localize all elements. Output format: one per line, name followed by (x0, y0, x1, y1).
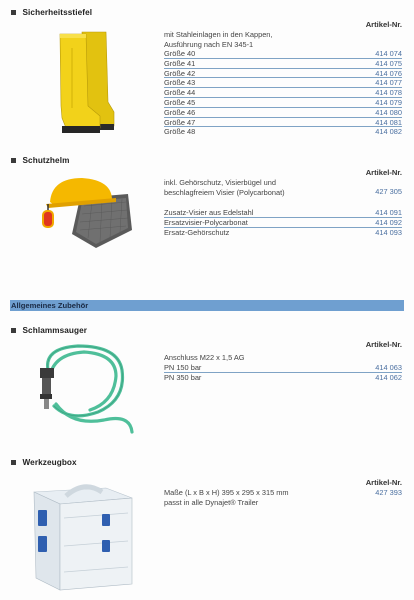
toolbox-image (14, 474, 144, 596)
helmet-main-artnr: 427 305 (375, 187, 402, 196)
section-heading-helmet (11, 156, 69, 165)
toolbox-title: Werkzeugbox (22, 458, 77, 467)
boots-title: Sicherheitsstiefel (22, 8, 93, 17)
row-label: Ersatzvisier-Polycarbonat (164, 217, 248, 227)
helmet-desc-line-2: beschlagfreiem Visier (Polycarbonat) (164, 187, 285, 197)
table-row (164, 118, 402, 128)
helmet-artnr-header: Artikel-Nr. (365, 168, 402, 177)
row-artnr: 414 075 (375, 58, 402, 68)
row-label: Größe 43 (164, 78, 196, 88)
table-row (164, 98, 402, 108)
helmet-description (164, 178, 285, 198)
table-row (164, 69, 402, 79)
table-row (164, 208, 402, 218)
section-banner (10, 300, 404, 311)
row-artnr: 414 078 (375, 88, 402, 98)
table-row (164, 373, 402, 383)
table-row (164, 228, 402, 238)
sludge-title: Schlammsauger (22, 326, 88, 335)
boots-image (50, 28, 120, 136)
row-label: Größe 41 (164, 58, 196, 68)
row-artnr: 414 093 (375, 227, 402, 237)
row-artnr: 414 062 (375, 372, 402, 382)
boots-description (164, 30, 272, 50)
row-label: Größe 40 (164, 49, 196, 58)
hose-image (14, 340, 144, 440)
row-label: PN 350 bar (164, 372, 202, 382)
toolbox-artnr-header: Artikel-Nr. (365, 478, 402, 487)
row-label: Größe 48 (164, 127, 196, 137)
row-label: Größe 44 (164, 88, 196, 98)
sludge-artnr-header: Artikel-Nr. (365, 340, 402, 349)
boots-artnr-header: Artikel-Nr. (365, 20, 402, 29)
bullet-square-icon (11, 328, 16, 333)
table-row (164, 59, 402, 69)
section-heading-boots (11, 8, 92, 17)
sludge-description (164, 353, 245, 363)
bullet-square-icon (11, 460, 16, 465)
row-artnr: 414 081 (375, 117, 402, 127)
table-row (164, 49, 402, 59)
row-label: Größe 46 (164, 107, 196, 117)
table-row (164, 78, 402, 88)
row-artnr: 414 063 (375, 363, 402, 372)
toolbox-desc-line-1: Maße (L x B x H) 395 x 295 x 315 mm (164, 488, 289, 497)
row-label: Größe 42 (164, 68, 196, 78)
table-row (164, 127, 402, 137)
row-artnr: 414 077 (375, 78, 402, 88)
row-artnr: 414 076 (375, 68, 402, 78)
boots-desc-line-2: Ausführung nach EN 345-1 (164, 39, 254, 49)
table-row (164, 88, 402, 98)
row-label: Größe 47 (164, 117, 196, 127)
row-artnr: 414 082 (375, 127, 402, 137)
row-artnr: 414 074 (375, 49, 402, 58)
helmet-title: Schutzhelm (22, 156, 70, 165)
table-row (164, 363, 402, 373)
banner-label: Allgemeines Zubehör (11, 301, 89, 310)
row-label: Zusatz-Visier aus Edelstahl (164, 208, 254, 217)
helmet-desc-line-1: inkl. Gehörschutz, Visierbügel und (164, 178, 277, 187)
bullet-square-icon (11, 10, 16, 15)
section-heading-toolbox (11, 458, 77, 467)
row-label: Ersatz-Gehörschutz (164, 227, 230, 237)
section-heading-sludge (11, 326, 87, 335)
toolbox-desc-line-2: passt in alle Dynajet® Trailer (164, 497, 259, 507)
row-artnr: 414 092 (375, 217, 402, 227)
row-label: Größe 45 (164, 98, 196, 107)
sludge-desc-line-1: Anschluss M22 x 1,5 AG (164, 353, 245, 362)
bullet-square-icon (11, 158, 16, 163)
table-row (164, 218, 402, 228)
row-artnr: 414 091 (375, 208, 402, 217)
row-artnr: 414 080 (375, 107, 402, 117)
toolbox-artnr: 427 393 (375, 488, 402, 497)
toolbox-description (164, 488, 289, 508)
row-label: PN 150 bar (164, 363, 202, 372)
boots-desc-line-1: mit Stahleinlagen in den Kappen, (164, 30, 273, 39)
helmet-image (36, 172, 136, 252)
table-row (164, 108, 402, 118)
row-artnr: 414 079 (375, 98, 402, 107)
